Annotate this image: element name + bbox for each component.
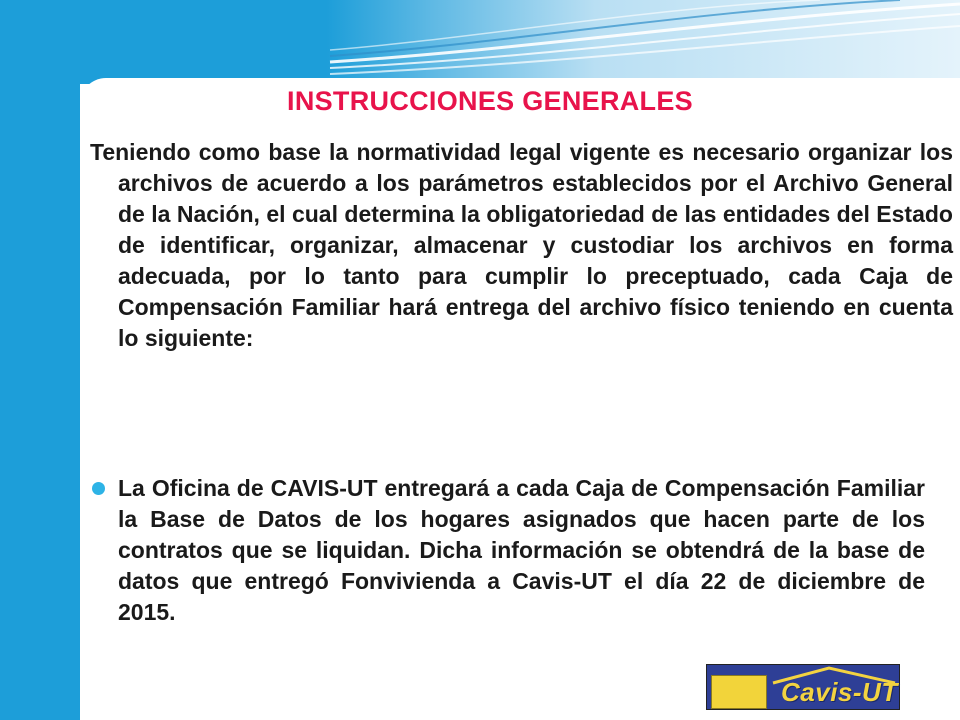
bullet-text: La Oficina de CAVIS-UT entregará a cada Caja de Compensación Familiar la Base de Datos de los hogares asignados que hacen parte de los contratos que se liquidan. Dicha información se obtendrá de la base de datos que entregó Fonvivienda a Cavis-UT el día 22 de diciembre de 2015. (118, 475, 925, 625)
bullet-item (90, 473, 925, 628)
cavis-ut-logo (706, 664, 900, 710)
logo-document-icon (711, 675, 767, 709)
intro-paragraph: Teniendo como base la normatividad legal vigente es necesario organizar los archivos de acuerdo a los parámetros establecidos por el Archivo General de la Nación, el cual determina la obligatoriedad de las entidades del Estado de identificar, organizar, almacenar y custodiar los archivos en forma adecuada, por lo tanto para cumplir lo preceptuado, cada Caja de Compensación Familiar hará entrega del archivo físico teniendo en cuenta lo siguiente: (90, 139, 953, 351)
top-decorative-band (0, 0, 960, 84)
logo-text: Cavis-UT (781, 677, 898, 707)
decorative-waves (0, 0, 960, 84)
bullet-dot-icon (92, 482, 105, 495)
slide-title: INSTRUCCIONES GENERALES (287, 86, 693, 116)
